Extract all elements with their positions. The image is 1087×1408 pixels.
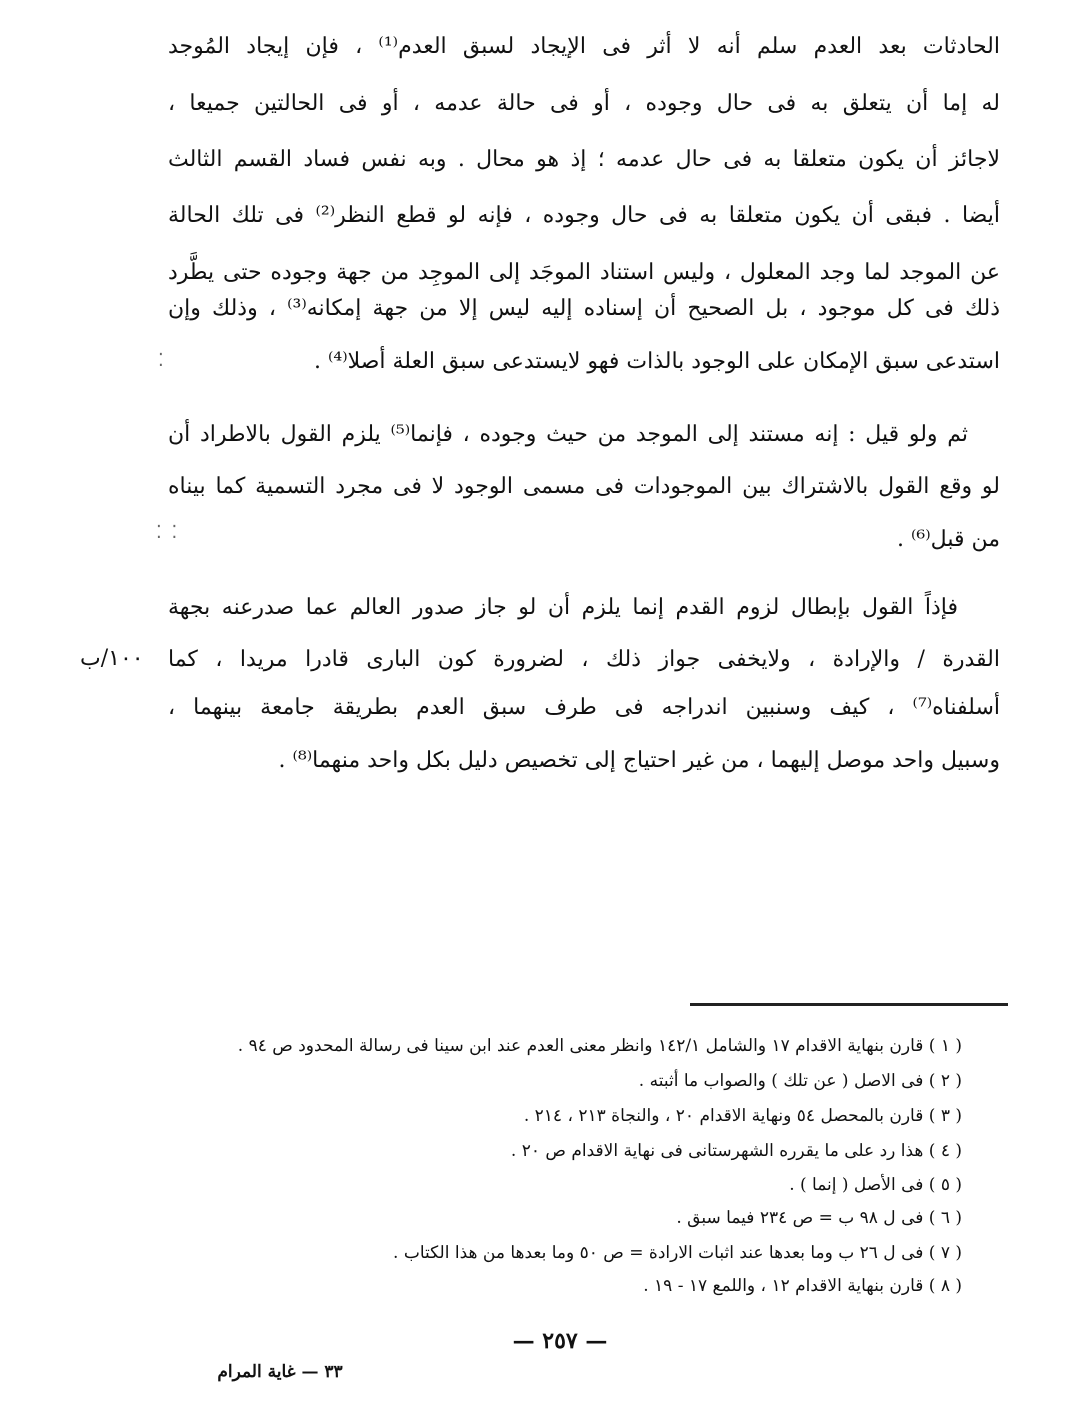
- footnote: ( ٢ ) فى الاصل ( عن تلك ) والصواب ما أثبته .: [638, 1071, 962, 1091]
- page-number: — ٢٥٧ —: [512, 1328, 608, 1354]
- text-line: أسلفناه⁽⁷⁾ ، كيف وسنبين اندراجه فى طرف سبق العدم بطريقة جامعة بينهما ،: [168, 695, 1000, 720]
- running-footer: ٣٣ — غاية المرام: [217, 1362, 343, 1382]
- text-line: له إما أن يتعلق به فى حال وجوده ، أو فى حالة عدمه ، أو فى الحالتين جميعا ،: [168, 91, 1000, 116]
- margin-mark: ⁚ ⁚: [156, 522, 180, 543]
- footnote: ( ١ ) قارن بنهاية الاقدام ١٧ والشامل ١٤٢/١ وانظر معنى العدم عند ابن سينا فى رسالة المحدود ص ٩٤ .: [237, 1036, 962, 1056]
- text-line: استدعى سبق الإمكان على الوجود بالذات فهو لايستدعى سبق العلة أصلا⁽⁴⁾ .: [313, 349, 1000, 374]
- text-line: لاجائز أن يكون متعلقا به فى حال عدمه ؛ إذ هو محال . وبه نفس فساد القسم الثالث: [168, 147, 1000, 172]
- margin-folio-note: ١٠٠/ب: [80, 646, 144, 671]
- footnote: ( ٧ ) فى ل ٢٦ ب وما بعدها عند اثبات الارادة = ص ٥٠ وما بعدها من هذا الكتاب .: [393, 1243, 962, 1263]
- text-line: الحادثات بعد العدم سلم أنه لا أثر فى الإيجاد لسبق العدم⁽¹⁾ ، فإن إيجاد المُوجد: [168, 34, 1000, 59]
- margin-mark: ⁚: [158, 350, 166, 371]
- footnote: ( ٥ ) فى الأصل ( إنما ) .: [789, 1175, 962, 1195]
- text-line: عن الموجد لما وجد المعلول ، وليس استناد الموجَد إلى الموجِد من جهة وجوده حتى يطَّرد: [168, 260, 1000, 285]
- footnote: ( ٣ ) قارن بالمحصل ٥٤ ونهاية الاقدام ٢٠ ، والنجاة ٢١٣ ، ٢١٤ .: [523, 1106, 962, 1126]
- text-line: وسبيل واحد موصل إليهما ، من غير احتياج إلى تخصيص دليل بكل واحد منهما⁽⁸⁾ .: [278, 748, 1000, 773]
- footnote: ( ٨ ) قارن بنهاية الاقدام ١٢ ، واللمع ١٧ - ١٩ .: [643, 1276, 962, 1296]
- text-line: ثم ولو قيل : إنه مستند إلى الموجد من حيث وجوده ، فإنما⁽⁵⁾ يلزم القول بالاطراد أن: [168, 422, 968, 447]
- text-line: ذلك فى كل موجود ، بل الصحيح أن إسناده إليه ليس إلا من جهة إمكانه⁽³⁾ ، وذلك وإن: [168, 296, 1001, 321]
- text-line: فإذاً القول بإبطال لزوم القدم إنما يلزم أن لو جاز صدور العالم عما صدرعنه بجهة: [168, 595, 958, 620]
- text-line: القدرة / والإرادة ، ولايخفى جواز ذلك ، لضرورة كون البارى قادرا مريدا ، كما: [168, 647, 1000, 672]
- footnote: ( ٤ ) هذا رد على ما يقرره الشهرستانى فى نهاية الاقدام ص ٢٠ .: [510, 1141, 962, 1161]
- footnote-separator: [690, 1003, 1008, 1006]
- text-line: من قبل⁽⁶⁾ .: [897, 527, 1000, 552]
- text-line: أيضا . فبقى أن يكون متعلقا به فى حال وجوده ، فإنه لو قطع النظر⁽²⁾ فى تلك الحالة: [168, 203, 1000, 228]
- text-line: لو وقع القول بالاشتراك بين الموجودات فى مسمى الوجود لا فى مجرد التسمية كما بيناه: [168, 474, 1000, 499]
- footnote: ( ٦ ) فى ل ٩٨ ب = ص ٢٣٤ فيما سبق .: [676, 1208, 962, 1228]
